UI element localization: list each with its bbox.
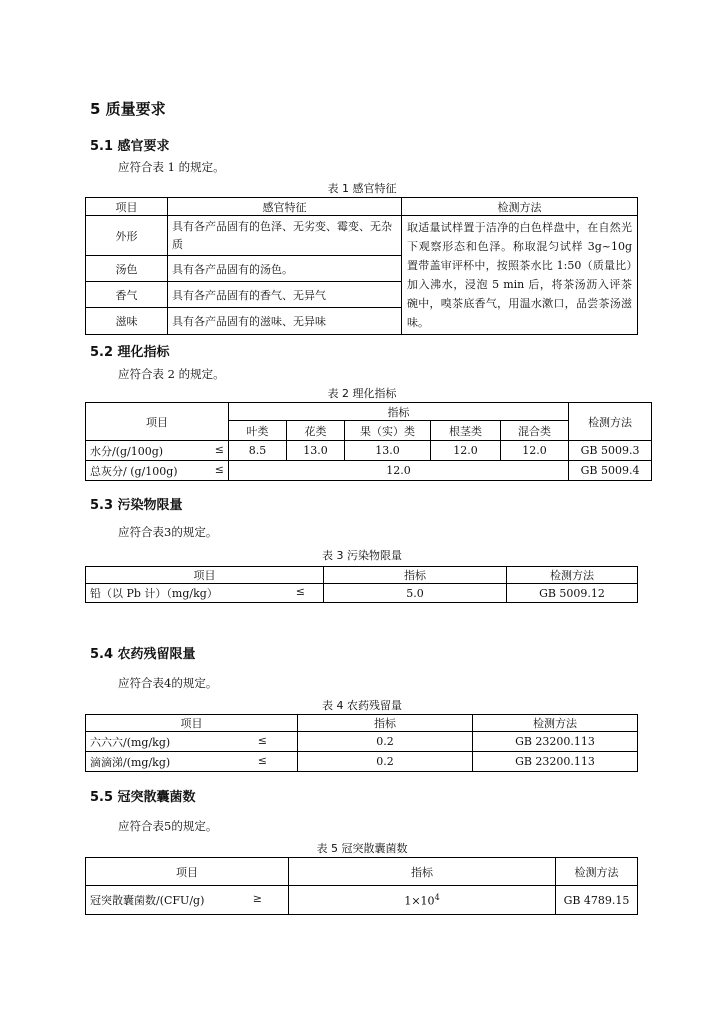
pesticide-table <box>85 714 638 772</box>
header-cell: 指标 <box>324 567 507 584</box>
header-cell: 混合类 <box>501 421 569 441</box>
value-cell: 0.2 <box>298 732 473 752</box>
comparison-symbol: ≤ <box>257 753 267 767</box>
method-cell: 取适量试样置于洁净的白色样盘中，在自然光下观察形态和色泽。称取混匀试样 3g~10g 置带盖审评杯中，按照茶水比 1:50（质量比）加入沸水，浸泡 5 min 后，将茶汤沥入评茶碗中，嗅茶底香气，用温水漱口，品尝茶汤滋味。 <box>402 216 638 335</box>
header-cell: 指标 <box>298 715 473 732</box>
feature-cell: 具有各产品固有的香气、无异气 <box>168 281 402 308</box>
paragraph: 应符合表4的规定。 <box>118 676 218 690</box>
item-cell <box>86 886 289 915</box>
item-label: 六六六/(mg/kg) <box>90 735 171 749</box>
value-cell: 0.2 <box>298 752 473 772</box>
sensory-table <box>85 197 638 335</box>
value-cell: 12.0 <box>431 441 501 461</box>
physchem-table <box>85 402 652 481</box>
subsection-title: 5.3 污染物限量 <box>90 498 183 513</box>
item-label: 总灰分/ (g/100g) <box>90 464 178 478</box>
microbe-table <box>85 857 638 915</box>
contaminant-table <box>85 566 638 603</box>
header-cell: 感官特征 <box>168 198 402 216</box>
comparison-symbol: ≥ <box>252 892 262 905</box>
value-exponent: 4 <box>434 892 440 902</box>
feature-cell: 具有各产品固有的滋味、无异味 <box>168 308 402 335</box>
header-cell: 指标 <box>229 403 569 421</box>
subsection-title: 5.5 冠突散囊菌数 <box>90 790 196 805</box>
feature-cell: 具有各产品固有的汤色。 <box>168 256 402 282</box>
comparison-symbol: ≤ <box>214 442 224 456</box>
header-cell: 项目 <box>86 198 168 216</box>
table-caption: 表 5 冠突散囊菌数 <box>316 842 408 855</box>
value-base: 1×10 <box>404 894 435 908</box>
subsection-title: 5.4 农药残留限量 <box>90 647 196 662</box>
item-cell: 汤色 <box>86 256 168 282</box>
method-cell: GB 5009.4 <box>569 461 652 481</box>
section-title: 5 质量要求 <box>90 100 166 118</box>
item-cell <box>86 461 229 481</box>
table-caption: 表 1 感官特征 <box>327 182 397 195</box>
method-cell: GB 23200.113 <box>473 732 638 752</box>
value-cell: 12.0 <box>501 441 569 461</box>
header-cell: 检测方法 <box>569 403 652 441</box>
header-cell: 果（实）类 <box>345 421 431 441</box>
item-cell <box>86 584 324 603</box>
item-cell <box>86 732 298 752</box>
subsection-title: 5.2 理化指标 <box>90 345 170 360</box>
item-cell <box>86 441 229 461</box>
header-cell: 检测方法 <box>402 198 638 216</box>
table-caption: 表 4 农药残留量 <box>322 699 402 712</box>
item-cell: 香气 <box>86 281 168 308</box>
value-cell: 13.0 <box>287 441 345 461</box>
header-cell: 指标 <box>289 858 556 886</box>
comparison-symbol: ≤ <box>257 733 267 747</box>
method-cell: GB 4789.15 <box>556 886 638 915</box>
header-cell: 花类 <box>287 421 345 441</box>
header-cell: 检测方法 <box>556 858 638 886</box>
value-cell: 13.0 <box>345 441 431 461</box>
method-cell: GB 23200.113 <box>473 752 638 772</box>
item-cell <box>86 752 298 772</box>
header-cell: 检测方法 <box>473 715 638 732</box>
subsection-title: 5.1 感官要求 <box>90 139 170 154</box>
paragraph: 应符合表 1 的规定。 <box>118 160 225 174</box>
table-caption: 表 3 污染物限量 <box>322 549 402 562</box>
item-label: 铅（以 Pb 计）（mg/kg） <box>90 587 218 600</box>
comparison-symbol: ≤ <box>295 585 305 598</box>
paragraph: 应符合表 2 的规定。 <box>118 367 225 381</box>
paragraph: 应符合表5的规定。 <box>118 819 218 833</box>
method-cell: GB 5009.3 <box>569 441 652 461</box>
item-cell: 外形 <box>86 216 168 256</box>
comparison-symbol: ≤ <box>214 462 224 476</box>
header-cell: 根茎类 <box>431 421 501 441</box>
header-cell: 项目 <box>86 567 324 584</box>
table-caption: 表 2 理化指标 <box>327 387 397 400</box>
header-cell: 叶类 <box>229 421 287 441</box>
paragraph: 应符合表3的规定。 <box>118 525 218 539</box>
item-label: 水分/(g/100g) <box>90 444 164 458</box>
value-cell: 12.0 <box>229 461 569 481</box>
header-cell: 项目 <box>86 715 298 732</box>
method-cell: GB 5009.12 <box>507 584 638 603</box>
item-label: 冠突散囊菌数/(CFU/g) <box>90 894 205 907</box>
value-cell: 8.5 <box>229 441 287 461</box>
item-cell: 滋味 <box>86 308 168 335</box>
header-cell: 项目 <box>86 403 229 441</box>
header-cell: 项目 <box>86 858 289 886</box>
value-cell: 5.0 <box>324 584 507 603</box>
item-label: 滴滴涕/(mg/kg) <box>90 755 171 769</box>
value-cell <box>289 886 556 915</box>
feature-cell: 具有各产品固有的色泽、无劣变、霉变、无杂质 <box>168 216 402 256</box>
header-cell: 检测方法 <box>507 567 638 584</box>
